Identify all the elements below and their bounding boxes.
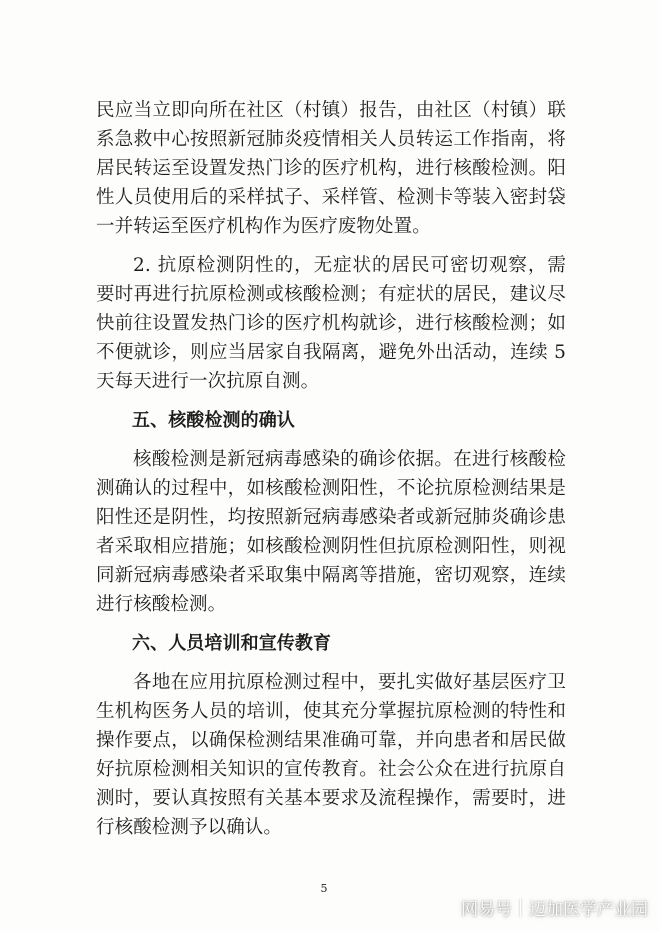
watermark-account: 迈加医学产业园 <box>529 900 648 920</box>
watermark <box>461 895 648 920</box>
paragraph-section-5: 核酸检测是新冠病毒感染的确诊依据。在进行核酸检测确认的过程中，如核酸检测阳性，不论抗原检测结果是阳性还是阴性，均按照新冠病毒感染者或新冠肺炎确诊患者采取相应措施；如核酸检测阴性但抗原检测阳性，则视同新冠病毒感染者采取集中隔离等措施，密切观察，连续进行核酸检测。 <box>96 449 566 615</box>
watermark-divider <box>520 899 521 917</box>
document-body <box>96 96 566 852</box>
paragraph-continuation: 民应当立即向所在社区（村镇）报告，由社区（村镇）联系急救中心按照新冠肺炎疫情相关人员转运工作指南，将居民转运至设置发热门诊的医疗机构，进行核酸检测。阳性人员使用后的采样拭子、采样管、检测卡等装入密封袋一并转运至医疗机构作为医疗废物处置。 <box>96 100 566 237</box>
watermark-platform: 网易号 <box>461 900 512 920</box>
page-number: 5 <box>320 882 328 895</box>
paragraph-section-6: 各地在应用抗原检测过程中，要扎实做好基层医疗卫生机构医务人员的培训，使其充分掌握抗原检测的特性和操作要点，以确保检测结果准确可靠，并向患者和居民做好抗原检测相关知识的宣传教育。社会公众在进行抗原自测时，要认真按照有关基本要求及流程操作，需要时，进行核酸检测予以确认。 <box>96 672 566 838</box>
section-heading-5: 五、核酸检测的确认 <box>132 410 295 431</box>
section-heading-6: 六、人员培训和宣传教育 <box>132 633 332 654</box>
paragraph-item-2: 2. 抗原检测阴性的，无症状的居民可密切观察，需要时再进行抗原检测或核酸检测；有症状的居民，建议尽快前往设置发热门诊的医疗机构就诊，进行核酸检测；如不便就诊，则应当居家自我隔离，避免外出活动，连续 5 天每天进行一次抗原自测。 <box>96 255 566 392</box>
